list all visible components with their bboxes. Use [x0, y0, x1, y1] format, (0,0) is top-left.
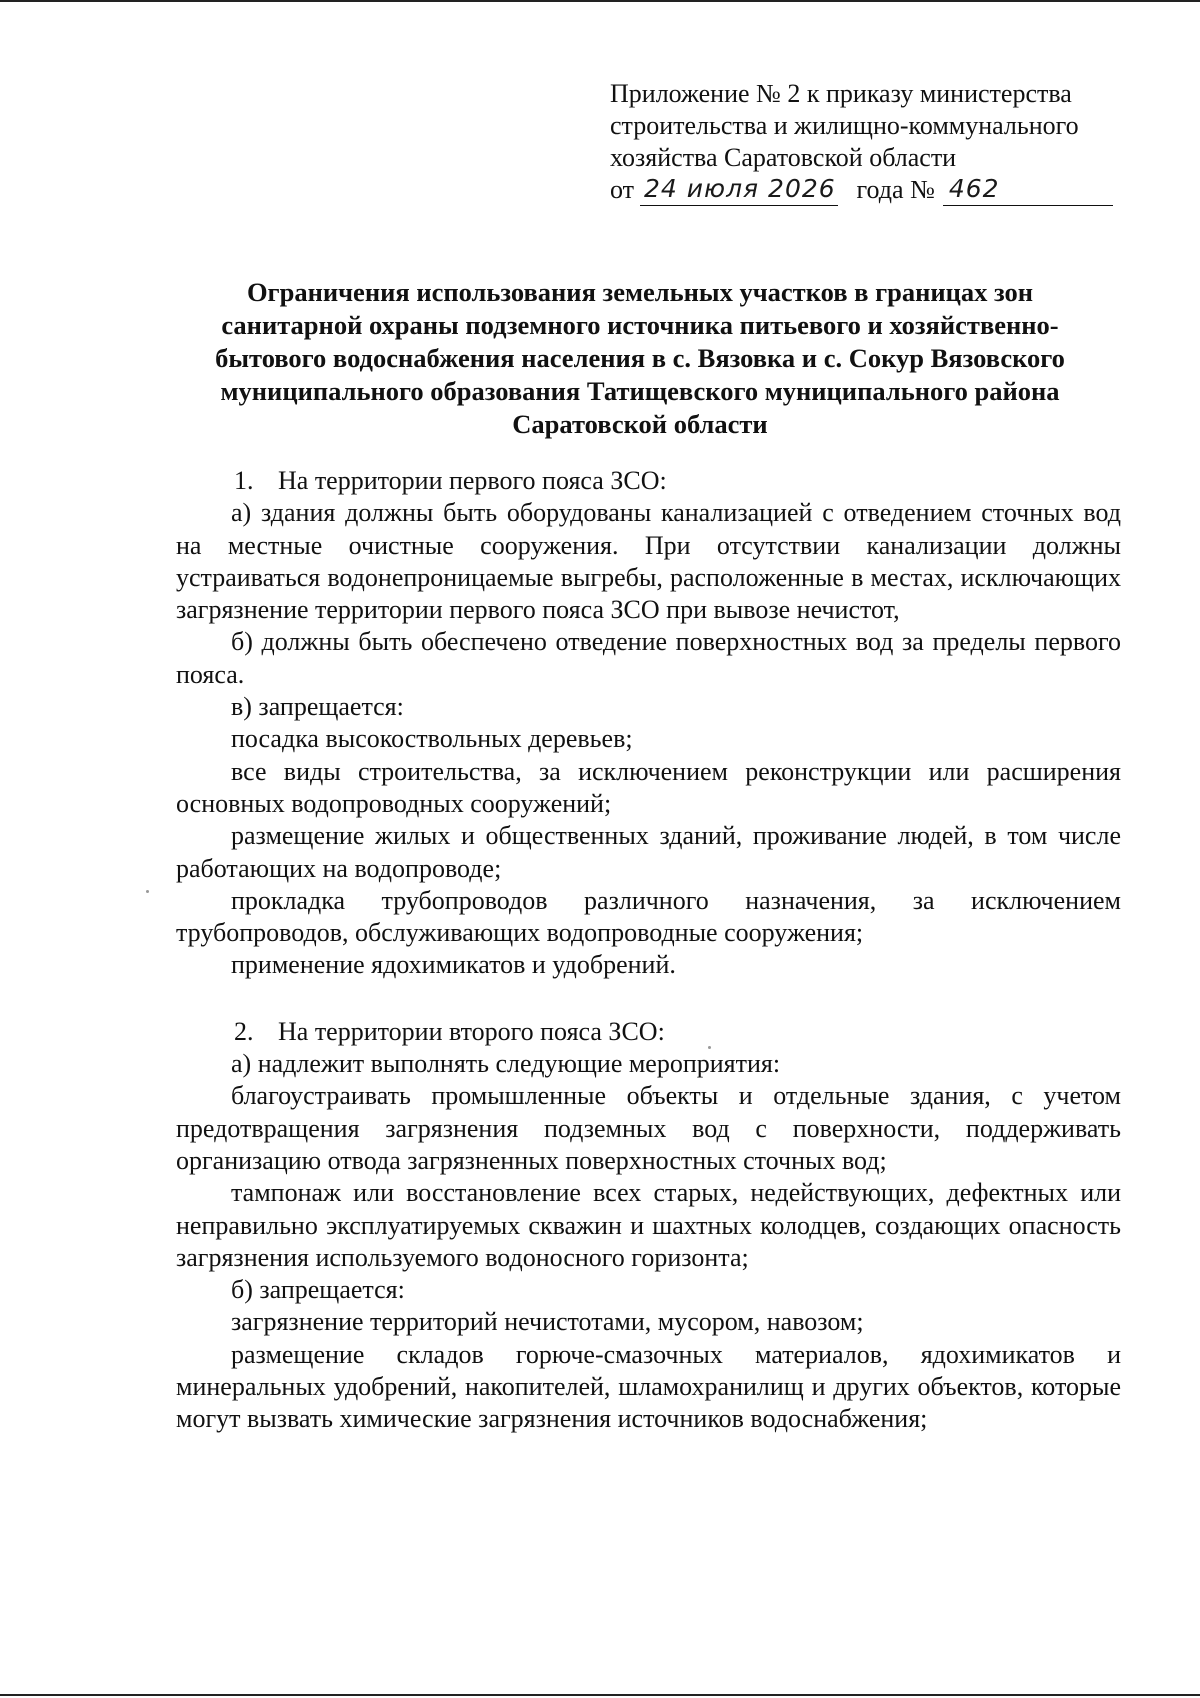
appendix-line-2: строительства и жилищно-коммунального: [610, 111, 1079, 140]
year-number-label: года №: [856, 175, 935, 204]
section-2-title: На территории второго пояса ЗСО:: [278, 1016, 665, 1046]
title-line-2: санитарной охраны подземного источника питьевого и хозяйственно-: [221, 310, 1059, 340]
section-1-title: На территории первого пояса ЗСО:: [278, 466, 667, 495]
section-2-item: тампонаж или восстановление всех старых, недействующих, дефектных или неправильно эксплуатируемых скважин и шахтных колодцев, создающих опасность загрязнения используемого водоносного горизонта;: [176, 1178, 1121, 1272]
section-1-heading: [176, 465, 1121, 497]
appendix-header: [610, 78, 1130, 208]
title-line-4: муниципального образования Татищевского муниципального района: [220, 376, 1060, 406]
section-1-paragraph-b: б) должны быть обеспечено отведение поверхностных вод за пределы первого пояса.: [176, 627, 1121, 689]
appendix-line-3: хозяйства Саратовской области: [610, 143, 957, 172]
section-2-item: загрязнение территорий нечистотами, мусором, навозом;: [231, 1307, 864, 1337]
handwritten-date: 24 июля 2026: [644, 174, 836, 203]
section-2-heading: [176, 1016, 1121, 1048]
document-body: [176, 465, 1121, 1436]
date-prefix: от: [610, 175, 635, 204]
section-1-item: прокладка трубопроводов различного назначения, за исключением трубопроводов, обслуживающих водопроводные сооружения;: [176, 885, 1121, 948]
handwritten-number: 462: [948, 174, 1000, 203]
scan-speck: [146, 890, 149, 893]
section-1-item: размещение жилых и общественных зданий, проживание людей, в том числе работающих на водопроводе;: [176, 821, 1121, 883]
title-line-3: бытового водоснабжения населения в с. Вязовка и с. Сокур Вязовского: [215, 343, 1065, 373]
scan-top-edge: [0, 0, 1200, 2]
section-1-paragraph-v: в) запрещается:: [231, 692, 404, 722]
appendix-line-1: Приложение № 2 к приказу министерства: [610, 79, 1072, 108]
document-title: [170, 276, 1110, 441]
scan-speck: [708, 1046, 711, 1049]
section-spacer: [176, 982, 1121, 1016]
section-1-paragraph-a: а) здания должны быть оборудованы канализацией с отведением сточных вод на местные очистные сооружения. При отсутствии канализации должны устраиваться водонепроницаемые выгребы, расположенные в местах, исключающих загрязнение территории первого пояса ЗСО при вывозе нечистот,: [176, 498, 1121, 625]
title-line-1: Ограничения использования земельных участков в границах зон: [246, 277, 1034, 307]
section-2-item: размещение складов горюче-смазочных материалов, ядохимикатов и минеральных удобрений, накопителей, шламохранилищ и других объектов, которые могут вызвать химические загрязнения источников водоснабжения;: [176, 1339, 1121, 1434]
section-1-item: все виды строительства, за исключением реконструкции или расширения основных водопроводных сооружений;: [176, 756, 1121, 818]
title-line-5: Саратовской области: [512, 409, 768, 439]
section-2-paragraph-b: б) запрещается:: [231, 1275, 405, 1305]
section-2-paragraph-a: а) надлежит выполнять следующие мероприятия:: [231, 1049, 781, 1079]
number-field: [943, 175, 1113, 206]
section-1-item: посадка высокоствольных деревьев;: [231, 724, 633, 754]
date-field: [640, 175, 838, 206]
order-date-number-line: [610, 174, 1130, 208]
section-2-item: благоустраивать промышленные объекты и отдельные здания, с учетом предотвращения загрязнения подземных вод с поверхности, поддерживать организацию отвода загрязненных поверхностных сточных вод;: [176, 1081, 1121, 1175]
section-1-item: применение ядохимикатов и удобрений.: [231, 950, 676, 980]
section-2-number: 2.: [234, 1016, 254, 1046]
scan-bottom-edge: [0, 1694, 1200, 1696]
section-1-number: 1.: [234, 466, 254, 495]
